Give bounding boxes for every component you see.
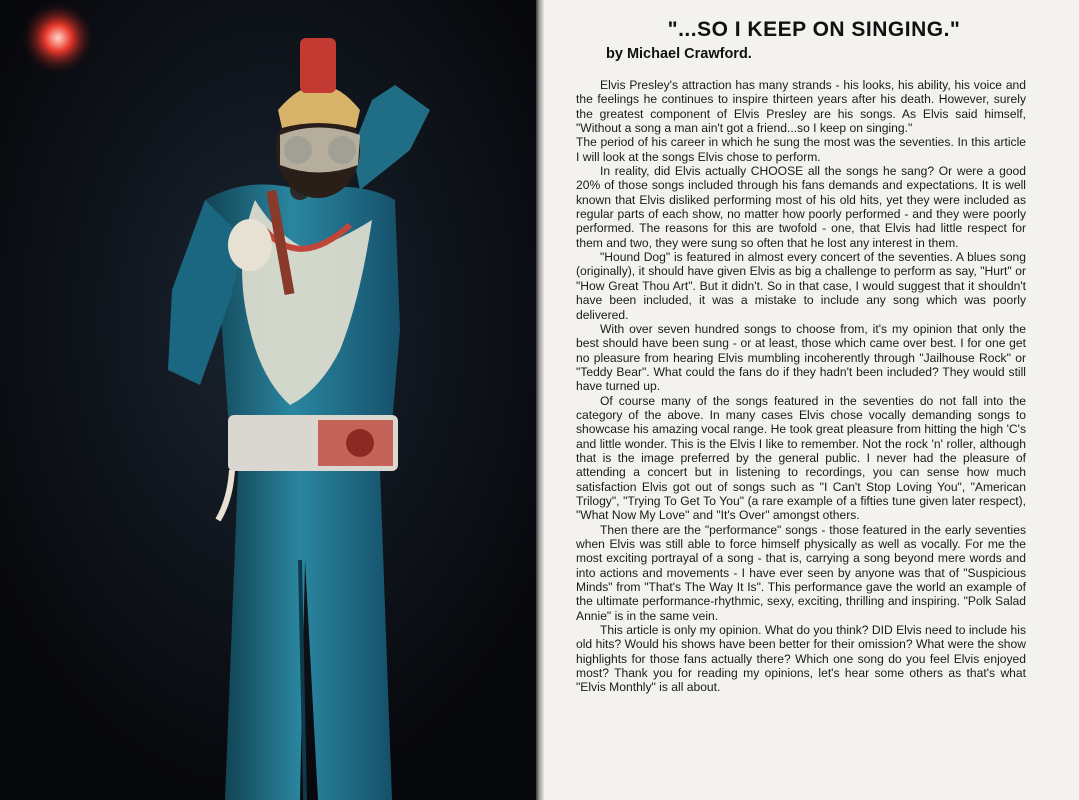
article-byline: by Michael Crawford. [606, 46, 752, 62]
concert-photo [0, 0, 538, 800]
spotlight [20, 0, 96, 76]
paragraph: Of course many of the songs featured in the seventies do not fall into the category of the above. In many cases Elvis chose vocally demanding songs to showcase his amazing vocal range. He took great pleasure from hitting the high 'C's and little wonder. This is the Elvis I like to remember. Not the rock 'n' roller, although that is the image preferred by the general public. I never had the pleasure of attending a concert but in listening to recordings, you can sense how much satisfaction Elvis got out of songs such as "I Can't Stop Loving You", "American Trilogy", "Trying To Get To You" (a rare example of a fifties tune given later respect), "What Now My Love" and "It's Over" amongst others. [576, 393, 1026, 523]
article-page [544, 0, 1079, 800]
paragraph: This article is only my opinion. What do you think? DID Elvis need to include his old hits? Would his shows have been better for their omission? What were the show highlights for those fans actually there? Which one song do you feel Elvis enjoyed most? Thank you for reading my opinions, let's hear some others as that's what "Elvis Monthly" is all about. [576, 623, 1026, 695]
paragraph: The period of his career in which he sung the most was the seventies. In this article I will look at the songs Elvis chose to perform. [576, 135, 1026, 164]
paragraph: In reality, did Elvis actually CHOOSE all the songs he sang? Or were a good 20% of those songs included through his fans demands and expectations. It is well known that Elvis disliked performing most of his old hits, yet they were included as regular parts of each show, no matter how poorly performed - and they were poorly performed. The reasons for this are twofold - one, that Elvis had little respect for them and two, they were sung so often that he lost any interest in them. [576, 164, 1026, 250]
page-gutter [536, 0, 544, 800]
paragraph: Elvis Presley's attraction has many strands - his looks, his ability, his voice and the feelings he continues to inspire thirteen years after his death. However, surely the greatest component of Elvis Presley are his songs. As Elvis said himself, "Without a song a man ain't got a friend...so I keep on singing." [576, 78, 1026, 136]
article-body [576, 78, 1026, 695]
paragraph: With over seven hundred songs to choose from, it's my opinion that only the best should have been sung - or at least, those which came over best. I for one get no pleasure from hearing Elvis mumbling incoherently through "Jailhouse Rock" or "Teddy Bear". What could the fans do if they hadn't been included? They would still have turned up. [576, 321, 1026, 394]
paragraph: Then there are the "performance" songs - those featured in the early seventies when Elvis was still able to force himself physically as well as vocally. For me the most exciting portrayal of a song - that is, carrying a song beyond mere words and into actions and movements - I have ever seen by anyone was that of "Suspicious Minds" from "That's The Way It Is". This performance gave the world an example of the ultimate performance-rhythmic, sexy, exciting, thrilling and inspiring. "Polk Salad Annie" is in the same vein. [576, 522, 1026, 623]
paragraph: "Hound Dog" is featured in almost every concert of the seventies. A blues song (originally), it should have given Elvis as big a challenge to perform as say, "Hurt" or "How Great Thou Art". But it didn't. So in that case, I would suggest that it shouldn't have been included, it was a mistake to include any song which was poorly delivered. [576, 250, 1026, 322]
performer-illustration [0, 0, 538, 800]
article-title: "...SO I KEEP ON SINGING." [667, 18, 961, 41]
